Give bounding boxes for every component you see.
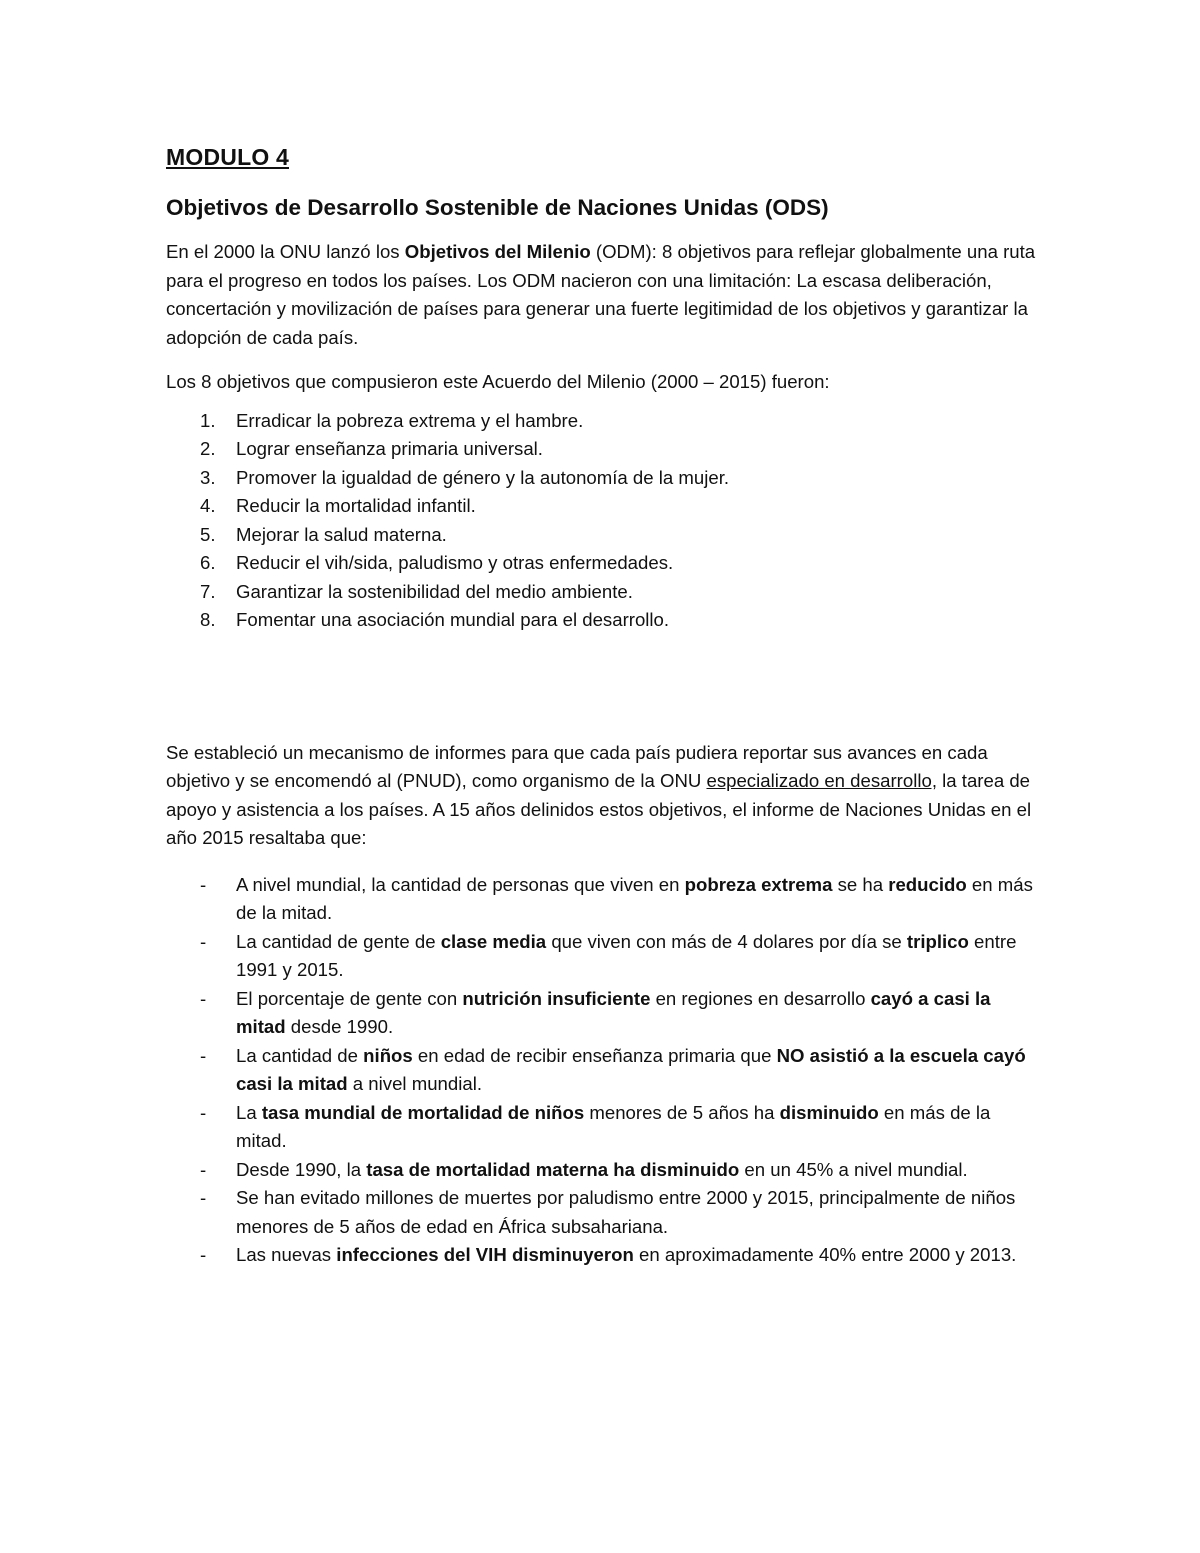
list-item: - La cantidad de niños en edad de recibir enseñanza primaria que NO asistió a la escuela cayó casi la mitad a nivel mundial. (200, 1044, 1026, 1094)
list-item: 3. Promover la igualdad de género y la autonomía de la mujer. (200, 466, 730, 488)
blank-space (166, 635, 1036, 739)
document-content (166, 140, 1036, 1270)
list-item: - La cantidad de gente de clase media que viven con más de 4 dolares por día se triplico entre 1991 y 2015. (200, 930, 1017, 980)
list-item: - A nivel mundial, la cantidad de personas que viven en pobreza extrema se ha reducido en más de la mitad. (200, 873, 1033, 923)
list-item: - La tasa mundial de mortalidad de niños menores de 5 años ha disminuido en más de la mitad. (200, 1101, 991, 1151)
section-title: Objetivos de Desarrollo Sostenible de Naciones Unidas (ODS) (166, 195, 829, 220)
list-item: 4. Reducir la mortalidad infantil. (200, 495, 476, 516)
mechanism-paragraph: Se estableció un mecanismo de informes para que cada país pudiera reportar sus avances en cada objetivo y se encomendó al (PNUD), como organismo de la ONU especializado en desarrollo, la tarea de apoyo y asistencia a los países. A 15 años delinidos estos objetivos, el informe de Naciones Unidas en el año 2015 resaltaba que: (166, 741, 1032, 848)
list-item: 1. Erradicar la pobreza extrema y el hambre. (200, 409, 584, 431)
list-intro: Los 8 objetivos que compusieron este Acuerdo del Milenio (2000 – 2015) fueron: (166, 371, 830, 392)
module-title: MODULO 4 (166, 144, 289, 170)
odm-list (166, 407, 1036, 635)
list-item: 8. Fomentar una asociación mundial para el desarrollo. (200, 609, 670, 630)
list-item: - Las nuevas infecciones del VIH disminuyeron en aproximadamente 40% entre 2000 y 2013. (200, 1244, 1017, 1265)
list-item: - El porcentaje de gente con nutrición insuficiente en regiones en desarrollo cayó a casi la mitad desde 1990. (200, 987, 991, 1037)
list-item: 6. Reducir el vih/sida, paludismo y otras enfermedades. (200, 552, 674, 573)
intro-paragraph: En el 2000 la ONU lanzó los Objetivos del Milenio (ODM): 8 objetivos para reflejar globalmente una ruta para el progreso en todos los países. Los ODM nacieron con una limitación: La escasa deliberación, concertación y movilización de países para generar una fuerte legitimidad de los objetivos y garantizar la adopción de cada país. (166, 241, 1036, 348)
list-item: - Desde 1990, la tasa de mortalidad materna ha disminuido en un 45% a nivel mundial. (200, 1158, 968, 1180)
underlined-text: especializado en desarrollo, (706, 770, 937, 791)
list-item: 2. Lograr enseñanza primaria universal. (200, 438, 543, 459)
list-item: - Se han evitado millones de muertes por paludismo entre 2000 y 2015, principalmente de niños menores de 5 años de edad en África subsahariana. (200, 1187, 1016, 1237)
list-item: 5. Mejorar la salud materna. (200, 523, 447, 545)
results-list (166, 871, 1036, 1270)
list-item: 7. Garantizar la sostenibilidad del medio ambiente. (200, 580, 633, 602)
